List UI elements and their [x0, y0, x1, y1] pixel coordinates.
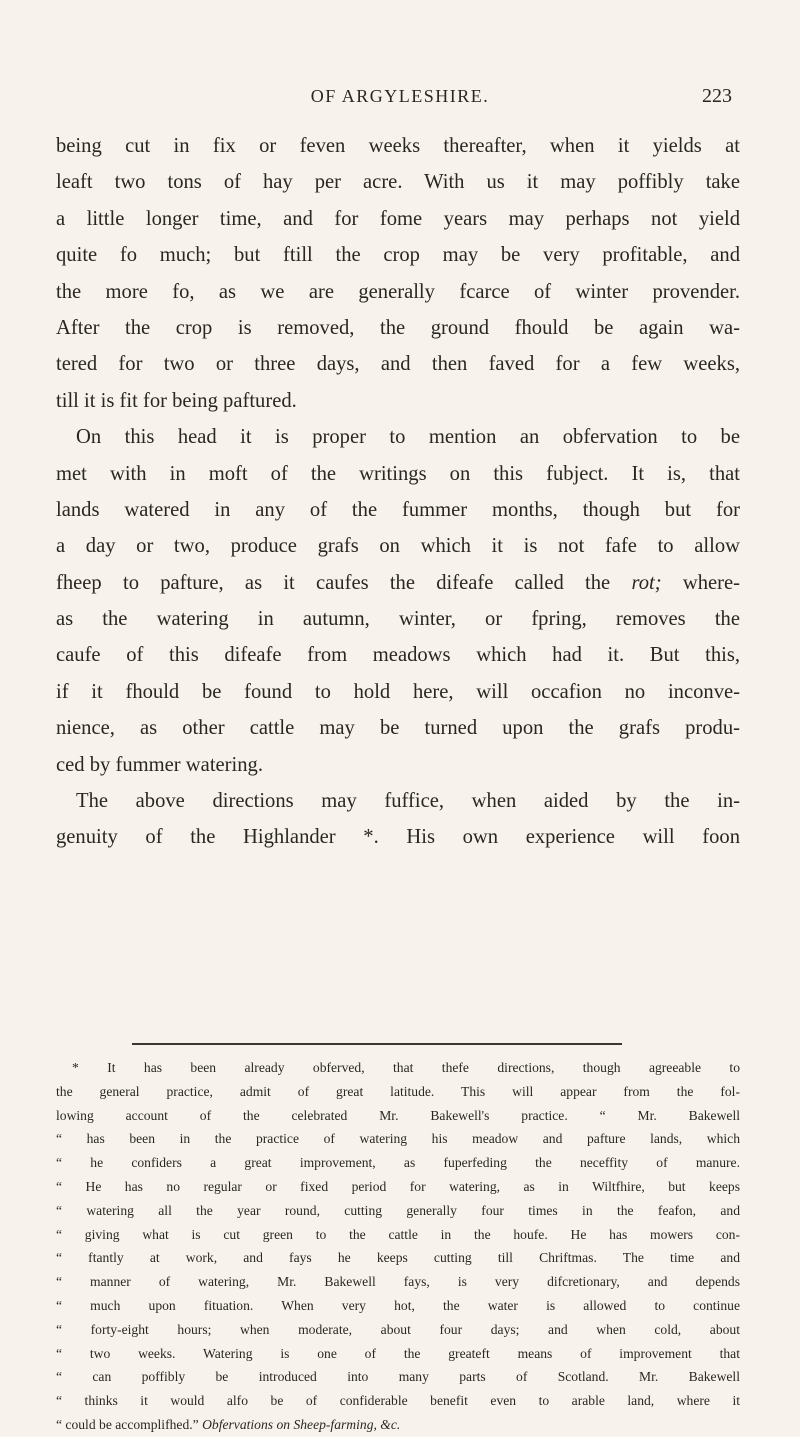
body-line: genuity of the Highlander *. His own experience will foon — [56, 826, 740, 849]
body-line: met with in moft of the writings on this fubject. It is, that — [56, 462, 740, 485]
body-line: tered for two or three days, and then faved for a few weeks, — [56, 353, 740, 376]
footnote-line: “ thinks it would alfo be of confiderable benefit even to arable land, where it — [56, 1393, 740, 1409]
footnote-line-text: “ could be accomplifhed.” — [56, 1416, 199, 1432]
body-line: quite fo much; but ftill the crop may be very profitable, and — [56, 244, 740, 267]
body-line: till it is fit for being paftured. — [56, 389, 297, 412]
body-line-text: fheep to pafture, as it caufes the difeafe called the — [56, 571, 611, 594]
footnote-line: “ giving what is cut green to the cattle in the houfe. He has mowers con- — [56, 1226, 740, 1242]
body-line: the more fo, as we are generally fcarce of winter provender. — [56, 280, 740, 303]
footnote-line: “ ftantly at work, and fays he keeps cutting till Chriftmas. The time and — [56, 1250, 740, 1266]
body-line: nience, as other cattle may be turned upon the grafs produ- — [56, 717, 740, 740]
footnote-line: “ can poffibly be introduced into many parts of Scotland. Mr. Bakewell — [56, 1369, 740, 1385]
footnote-line: “ He has no regular or fixed period for watering, as in Wiltfhire, but keeps — [56, 1178, 740, 1194]
footnote-line: the general practice, admit of great latitude. This will appear from the fol- — [56, 1083, 740, 1099]
running-title: OF ARGYLESHIRE. — [310, 86, 490, 106]
footnote-last-line — [56, 1413, 740, 1437]
body-line: if it fhould be found to hold here, will occafion no inconve- — [56, 680, 740, 703]
where-word: where- — [661, 571, 740, 594]
footnote-source: Obfervations on Sheep-farming, &c. — [202, 1416, 401, 1432]
body-line: The above directions may fuffice, when aided by the in- — [76, 790, 740, 813]
footnote-line: “ watering all the year round, cutting generally four times in the feafon, and — [56, 1202, 740, 1218]
body-line: a day or two, produce grafs on which it is not fafe to allow — [56, 535, 740, 558]
footnote-line: * It has been already obferved, that thefe directions, though agreeable to — [72, 1060, 740, 1075]
body-line: lands watered in any of the fummer months, though but for — [56, 498, 740, 521]
rot-word: rot; — [631, 571, 662, 594]
body-line: After the crop is removed, the ground fhould be again wa- — [56, 316, 740, 339]
body-line: leaft two tons of hay per acre. With us it may poffibly take — [56, 171, 740, 194]
body-line: being cut in fix or feven weeks thereafter, when it yields at — [56, 135, 740, 157]
body-text — [56, 128, 740, 856]
footnote-rule — [132, 1043, 622, 1045]
body-line: caufe of this difeafe from meadows which had it. But this, — [56, 644, 740, 667]
footnote — [56, 1056, 740, 1437]
footnote-line: “ two weeks. Watering is one of the greateft means of improvement that — [56, 1345, 740, 1361]
footnote-line: “ has been in the practice of watering his meadow and pafture lands, which — [56, 1131, 740, 1147]
body-line: a little longer time, and for fome years may perhaps not yield — [56, 207, 740, 230]
footnote-line: “ he confiders a great improvement, as fuperfeding the neceffity of manure. — [56, 1155, 740, 1171]
footnote-line: “ much upon fituation. When very hot, the water is allowed to continue — [56, 1297, 740, 1313]
body-line-with-rot — [56, 565, 740, 601]
page-number: 223 — [702, 85, 732, 107]
footnote-line: “ forty-eight hours; when moderate, about four days; and when cold, about — [56, 1321, 740, 1337]
footnote-line: “ manner of watering, Mr. Bakewell fays, is very difcretionary, and depends — [56, 1274, 740, 1290]
body-line: as the watering in autumn, winter, or fpring, removes the — [56, 608, 740, 631]
footnote-line: lowing account of the celebrated Mr. Bakewell's practice. “ Mr. Bakewell — [56, 1107, 740, 1123]
body-line: On this head it is proper to mention an obfervation to be — [76, 426, 740, 449]
body-line: ced by fummer watering. — [56, 753, 264, 776]
running-head — [60, 84, 740, 114]
